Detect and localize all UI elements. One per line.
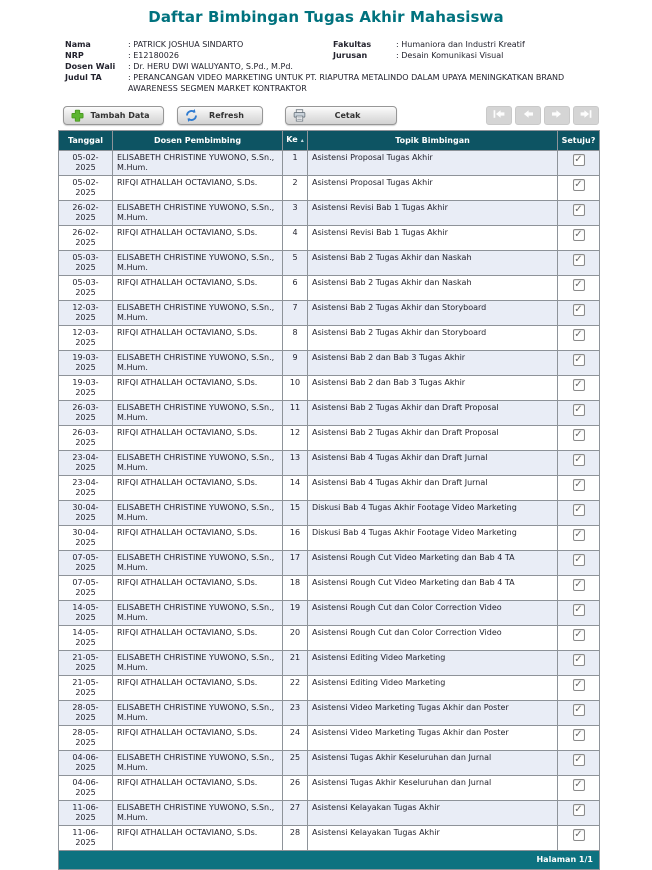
table-row <box>59 776 600 801</box>
column-header-label: Dosen Pembimbing <box>153 135 242 145</box>
check-icon: ✓ <box>574 828 583 840</box>
dosen-pembimbing-cell: RIFQI ATHALLAH OCTAVIANO, S.Ds. <box>113 476 283 501</box>
tanggal-cell: 11-06-2025 <box>59 826 113 851</box>
tanggal-cell: 11-06-2025 <box>59 801 113 826</box>
dosen-pembimbing-cell: RIFQI ATHALLAH OCTAVIANO, S.Ds. <box>113 526 283 551</box>
check-icon: ✓ <box>574 728 583 740</box>
setuju-cell <box>558 501 600 526</box>
ke-cell: 17 <box>283 551 308 576</box>
setuju-cell <box>558 751 600 776</box>
topik-bimbingan-cell: Asistensi Rough Cut Video Marketing dan Bab 4 TA <box>308 551 558 576</box>
column-header-label: Tanggal <box>67 135 104 145</box>
setuju-checkbox[interactable] <box>573 829 585 841</box>
check-icon: ✓ <box>574 278 583 290</box>
setuju-cell <box>558 626 600 651</box>
table-header-row <box>59 131 600 151</box>
check-icon: ✓ <box>574 453 583 465</box>
setuju-cell <box>558 826 600 851</box>
column-header-dosen-pembimbing[interactable] <box>113 131 283 151</box>
dosen-pembimbing-cell: RIFQI ATHALLAH OCTAVIANO, S.Ds. <box>113 826 283 851</box>
dosen-pembimbing-cell: RIFQI ATHALLAH OCTAVIANO, S.Ds. <box>113 376 283 401</box>
setuju-checkbox[interactable] <box>573 654 585 666</box>
check-icon: ✓ <box>574 378 583 390</box>
tanggal-cell: 14-05-2025 <box>59 626 113 651</box>
student-info <box>65 39 602 94</box>
tanggal-cell: 19-03-2025 <box>59 376 113 401</box>
pagination-status: Halaman 1/1 <box>59 851 600 870</box>
check-icon: ✓ <box>574 703 583 715</box>
dosen-pembimbing-cell: RIFQI ATHALLAH OCTAVIANO, S.Ds. <box>113 676 283 701</box>
setuju-cell <box>558 651 600 676</box>
ke-cell: 5 <box>283 251 308 276</box>
check-icon: ✓ <box>574 178 583 190</box>
topik-bimbingan-cell: Asistensi Rough Cut dan Color Correction Video <box>308 626 558 651</box>
topik-bimbingan-cell: Asistensi Kelayakan Tugas Akhir <box>308 801 558 826</box>
check-icon: ✓ <box>574 678 583 690</box>
tambah-data-button[interactable] <box>63 106 164 125</box>
ke-cell: 4 <box>283 226 308 251</box>
setuju-cell <box>558 526 600 551</box>
table-row <box>59 326 600 351</box>
pager-last-button[interactable] <box>573 106 599 125</box>
setuju-cell <box>558 801 600 826</box>
setuju-cell <box>558 701 600 726</box>
column-header-tanggal[interactable] <box>59 131 113 151</box>
check-icon: ✓ <box>574 803 583 815</box>
setuju-checkbox[interactable] <box>573 279 585 291</box>
dosen-pembimbing-cell: ELISABETH CHRISTINE YUWONO, S.Sn., M.Hum. <box>113 451 283 476</box>
table-header <box>59 131 600 151</box>
check-icon: ✓ <box>574 503 583 515</box>
table-row <box>59 151 600 176</box>
topik-bimbingan-cell: Asistensi Bab 2 Tugas Akhir dan Naskah <box>308 276 558 301</box>
setuju-cell <box>558 351 600 376</box>
topik-bimbingan-cell: Asistensi Bab 2 dan Bab 3 Tugas Akhir <box>308 376 558 401</box>
last-page-icon <box>579 108 593 123</box>
info-label-judul-ta: Judul TA <box>65 73 102 82</box>
setuju-checkbox[interactable] <box>573 604 585 616</box>
dosen-pembimbing-cell: ELISABETH CHRISTINE YUWONO, S.Sn., M.Hum. <box>113 251 283 276</box>
setuju-checkbox[interactable] <box>573 304 585 316</box>
check-icon: ✓ <box>574 253 583 265</box>
topik-bimbingan-cell: Asistensi Bab 2 Tugas Akhir dan Draft Proposal <box>308 426 558 451</box>
table-row <box>59 801 600 826</box>
tanggal-cell: 26-02-2025 <box>59 201 113 226</box>
refresh-label: Refresh <box>209 111 244 120</box>
ke-cell: 9 <box>283 351 308 376</box>
topik-bimbingan-cell: Diskusi Bab 4 Tugas Akhir Footage Video Marketing <box>308 526 558 551</box>
tanggal-cell: 05-03-2025 <box>59 276 113 301</box>
info-value-dosen-wali: : Dr. HERU DWI WALUYANTO, S.Pd., M.Pd. <box>128 61 602 72</box>
tanggal-cell: 05-02-2025 <box>59 151 113 176</box>
setuju-checkbox[interactable] <box>573 379 585 391</box>
setuju-cell <box>558 176 600 201</box>
table-row <box>59 701 600 726</box>
info-value-jurusan: : Desain Komunikasi Visual <box>396 50 602 61</box>
table-row <box>59 676 600 701</box>
toolbar <box>58 106 599 125</box>
topik-bimbingan-cell: Asistensi Video Marketing Tugas Akhir dan Poster <box>308 726 558 751</box>
tanggal-cell: 21-05-2025 <box>59 676 113 701</box>
ke-cell: 14 <box>283 476 308 501</box>
dosen-pembimbing-cell: RIFQI ATHALLAH OCTAVIANO, S.Ds. <box>113 726 283 751</box>
tanggal-cell: 26-02-2025 <box>59 226 113 251</box>
table-row <box>59 576 600 601</box>
check-icon: ✓ <box>574 553 583 565</box>
setuju-checkbox[interactable] <box>573 179 585 191</box>
setuju-checkbox[interactable] <box>573 229 585 241</box>
ke-cell: 12 <box>283 426 308 451</box>
pager-prev-button[interactable] <box>515 106 541 125</box>
topik-bimbingan-cell: Asistensi Bab 2 Tugas Akhir dan Draft Proposal <box>308 401 558 426</box>
ke-cell: 19 <box>283 601 308 626</box>
ke-cell: 23 <box>283 701 308 726</box>
ke-cell: 16 <box>283 526 308 551</box>
setuju-cell <box>558 551 600 576</box>
topik-bimbingan-cell: Diskusi Bab 4 Tugas Akhir Footage Video Marketing <box>308 501 558 526</box>
table-row <box>59 401 600 426</box>
table-row <box>59 826 600 851</box>
setuju-cell <box>558 576 600 601</box>
tanggal-cell: 05-03-2025 <box>59 251 113 276</box>
pager-next-button[interactable] <box>544 106 570 125</box>
pager-first-button[interactable] <box>486 106 512 125</box>
topik-bimbingan-cell: Asistensi Bab 2 Tugas Akhir dan Storyboard <box>308 301 558 326</box>
table-row <box>59 376 600 401</box>
ke-cell: 20 <box>283 626 308 651</box>
bimbingan-table <box>58 130 600 870</box>
tanggal-cell: 07-05-2025 <box>59 576 113 601</box>
setuju-checkbox[interactable] <box>573 204 585 216</box>
table-row <box>59 551 600 576</box>
dosen-pembimbing-cell: ELISABETH CHRISTINE YUWONO, S.Sn., M.Hum. <box>113 501 283 526</box>
setuju-checkbox[interactable] <box>573 429 585 441</box>
setuju-cell <box>558 226 600 251</box>
ke-cell: 24 <box>283 726 308 751</box>
column-header-label: Topik Bimbingan <box>395 135 470 145</box>
prev-page-icon <box>521 108 535 123</box>
check-icon: ✓ <box>574 403 583 415</box>
setuju-checkbox[interactable] <box>573 454 585 466</box>
setuju-checkbox[interactable] <box>573 254 585 266</box>
setuju-checkbox[interactable] <box>573 579 585 591</box>
tanggal-cell: 28-05-2025 <box>59 701 113 726</box>
plus-icon <box>71 109 84 122</box>
tanggal-cell: 04-06-2025 <box>59 776 113 801</box>
dosen-pembimbing-cell: ELISABETH CHRISTINE YUWONO, S.Sn., M.Hum. <box>113 601 283 626</box>
check-icon: ✓ <box>574 653 583 665</box>
column-header-label: Setuju? <box>561 135 596 145</box>
dosen-pembimbing-cell: ELISABETH CHRISTINE YUWONO, S.Sn., M.Hum. <box>113 801 283 826</box>
setuju-cell <box>558 426 600 451</box>
setuju-cell <box>558 726 600 751</box>
refresh-button[interactable] <box>177 106 263 125</box>
dosen-pembimbing-cell: ELISABETH CHRISTINE YUWONO, S.Sn., M.Hum. <box>113 551 283 576</box>
table-row <box>59 301 600 326</box>
setuju-cell <box>558 451 600 476</box>
printer-icon <box>293 109 306 122</box>
page-title: Daftar Bimbingan Tugas Akhir Mahasiswa <box>148 8 504 26</box>
tanggal-cell: 21-05-2025 <box>59 651 113 676</box>
tanggal-cell: 12-03-2025 <box>59 301 113 326</box>
ke-cell: 28 <box>283 826 308 851</box>
setuju-cell <box>558 201 600 226</box>
setuju-cell <box>558 601 600 626</box>
dosen-pembimbing-cell: ELISABETH CHRISTINE YUWONO, S.Sn., M.Hum. <box>113 301 283 326</box>
table-row <box>59 426 600 451</box>
topik-bimbingan-cell: Asistensi Proposal Tugas Akhir <box>308 151 558 176</box>
ke-cell: 1 <box>283 151 308 176</box>
dosen-pembimbing-cell: ELISABETH CHRISTINE YUWONO, S.Sn., M.Hum. <box>113 351 283 376</box>
ke-cell: 15 <box>283 501 308 526</box>
setuju-cell <box>558 326 600 351</box>
setuju-checkbox[interactable] <box>573 504 585 516</box>
first-page-icon <box>492 108 506 123</box>
column-header-topik-bimbingan[interactable] <box>308 131 558 151</box>
topik-bimbingan-cell: Asistensi Bab 2 dan Bab 3 Tugas Akhir <box>308 351 558 376</box>
next-page-icon <box>550 108 564 123</box>
tanggal-cell: 19-03-2025 <box>59 351 113 376</box>
setuju-checkbox[interactable] <box>573 679 585 691</box>
table-row <box>59 226 600 251</box>
tanggal-cell: 12-03-2025 <box>59 326 113 351</box>
cetak-label: Cetak <box>334 111 361 120</box>
setuju-checkbox[interactable] <box>573 704 585 716</box>
table-row <box>59 201 600 226</box>
topik-bimbingan-cell: Asistensi Proposal Tugas Akhir <box>308 176 558 201</box>
setuju-checkbox[interactable] <box>573 529 585 541</box>
info-value-judul-ta: : PERANCANGAN VIDEO MARKETING UNTUK PT. RIAPUTRA METALINDO DALAM UPAYA MENINGKATKAN BRAND AWARENESS SEGMEN MARKET KONTRAKTOR <box>128 72 602 94</box>
table-row <box>59 651 600 676</box>
check-icon: ✓ <box>574 353 583 365</box>
tanggal-cell: 30-04-2025 <box>59 501 113 526</box>
setuju-cell <box>558 676 600 701</box>
sort-asc-icon: ▴ <box>300 137 304 144</box>
ke-cell: 6 <box>283 276 308 301</box>
ke-cell: 18 <box>283 576 308 601</box>
topik-bimbingan-cell: Asistensi Video Marketing Tugas Akhir dan Poster <box>308 701 558 726</box>
setuju-checkbox[interactable] <box>573 554 585 566</box>
table-row <box>59 276 600 301</box>
topik-bimbingan-cell: Asistensi Revisi Bab 1 Tugas Akhir <box>308 226 558 251</box>
setuju-checkbox[interactable] <box>573 754 585 766</box>
dosen-pembimbing-cell: ELISABETH CHRISTINE YUWONO, S.Sn., M.Hum. <box>113 701 283 726</box>
ke-cell: 13 <box>283 451 308 476</box>
ke-cell: 11 <box>283 401 308 426</box>
check-icon: ✓ <box>574 203 583 215</box>
topik-bimbingan-cell: Asistensi Editing Video Marketing <box>308 676 558 701</box>
table-row <box>59 751 600 776</box>
ke-cell: 7 <box>283 301 308 326</box>
check-icon: ✓ <box>574 478 583 490</box>
check-icon: ✓ <box>574 603 583 615</box>
setuju-cell <box>558 376 600 401</box>
table-row <box>59 626 600 651</box>
check-icon: ✓ <box>574 628 583 640</box>
topik-bimbingan-cell: Asistensi Bab 2 Tugas Akhir dan Storyboard <box>308 326 558 351</box>
table-footer <box>59 851 600 870</box>
check-icon: ✓ <box>574 303 583 315</box>
topik-bimbingan-cell: Asistensi Editing Video Marketing <box>308 651 558 676</box>
info-label-nama: Nama <box>65 40 91 49</box>
table-row <box>59 726 600 751</box>
check-icon: ✓ <box>574 753 583 765</box>
tanggal-cell: 23-04-2025 <box>59 451 113 476</box>
topik-bimbingan-cell: Asistensi Bab 4 Tugas Akhir dan Draft Jurnal <box>308 476 558 501</box>
setuju-cell <box>558 776 600 801</box>
column-header-ke[interactable] <box>283 131 308 151</box>
ke-cell: 26 <box>283 776 308 801</box>
ke-cell: 8 <box>283 326 308 351</box>
check-icon: ✓ <box>574 778 583 790</box>
ke-cell: 22 <box>283 676 308 701</box>
topik-bimbingan-cell: Asistensi Rough Cut Video Marketing dan Bab 4 TA <box>308 576 558 601</box>
dosen-pembimbing-cell: RIFQI ATHALLAH OCTAVIANO, S.Ds. <box>113 326 283 351</box>
table-row <box>59 501 600 526</box>
column-header-label: Ke <box>286 135 298 144</box>
info-label-jurusan: Jurusan <box>333 51 368 60</box>
ke-cell: 25 <box>283 751 308 776</box>
ke-cell: 10 <box>283 376 308 401</box>
setuju-checkbox[interactable] <box>573 404 585 416</box>
refresh-icon <box>185 109 198 122</box>
tanggal-cell: 04-06-2025 <box>59 751 113 776</box>
info-value-fakultas: : Humaniora dan Industri Kreatif <box>396 39 602 50</box>
dosen-pembimbing-cell: RIFQI ATHALLAH OCTAVIANO, S.Ds. <box>113 776 283 801</box>
dosen-pembimbing-cell: ELISABETH CHRISTINE YUWONO, S.Sn., M.Hum. <box>113 201 283 226</box>
tanggal-cell: 30-04-2025 <box>59 526 113 551</box>
dosen-pembimbing-cell: ELISABETH CHRISTINE YUWONO, S.Sn., M.Hum. <box>113 151 283 176</box>
dosen-pembimbing-cell: ELISABETH CHRISTINE YUWONO, S.Sn., M.Hum. <box>113 751 283 776</box>
info-value-nrp: : E12180026 <box>128 50 333 61</box>
setuju-cell <box>558 476 600 501</box>
dosen-pembimbing-cell: RIFQI ATHALLAH OCTAVIANO, S.Ds. <box>113 276 283 301</box>
topik-bimbingan-cell: Asistensi Bab 2 Tugas Akhir dan Naskah <box>308 251 558 276</box>
check-icon: ✓ <box>574 578 583 590</box>
setuju-cell <box>558 401 600 426</box>
topik-bimbingan-cell: Asistensi Kelayakan Tugas Akhir <box>308 826 558 851</box>
check-icon: ✓ <box>574 528 583 540</box>
tambah-data-label: Tambah Data <box>90 111 150 120</box>
setuju-checkbox[interactable] <box>573 329 585 341</box>
setuju-cell <box>558 251 600 276</box>
dosen-pembimbing-cell: RIFQI ATHALLAH OCTAVIANO, S.Ds. <box>113 426 283 451</box>
setuju-checkbox[interactable] <box>573 779 585 791</box>
table-row <box>59 176 600 201</box>
tanggal-cell: 26-03-2025 <box>59 426 113 451</box>
dosen-pembimbing-cell: RIFQI ATHALLAH OCTAVIANO, S.Ds. <box>113 576 283 601</box>
info-label-fakultas: Fakultas <box>333 40 372 49</box>
setuju-checkbox[interactable] <box>573 354 585 366</box>
check-icon: ✓ <box>574 328 583 340</box>
tanggal-cell: 14-05-2025 <box>59 601 113 626</box>
column-header-setuju[interactable] <box>558 131 600 151</box>
table-row <box>59 351 600 376</box>
ke-cell: 2 <box>283 176 308 201</box>
ke-cell: 21 <box>283 651 308 676</box>
info-value-nama: : PATRICK JOSHUA SINDARTO <box>128 39 333 50</box>
setuju-checkbox[interactable] <box>573 479 585 491</box>
ke-cell: 3 <box>283 201 308 226</box>
setuju-checkbox[interactable] <box>573 154 585 166</box>
dosen-pembimbing-cell: ELISABETH CHRISTINE YUWONO, S.Sn., M.Hum. <box>113 401 283 426</box>
dosen-pembimbing-cell: RIFQI ATHALLAH OCTAVIANO, S.Ds. <box>113 226 283 251</box>
info-label-dosen-wali: Dosen Wali <box>65 62 116 71</box>
info-label-nrp: NRP <box>65 51 84 60</box>
topik-bimbingan-cell: Asistensi Tugas Akhir Keseluruhan dan Jurnal <box>308 776 558 801</box>
tanggal-cell: 07-05-2025 <box>59 551 113 576</box>
topik-bimbingan-cell: Asistensi Revisi Bab 1 Tugas Akhir <box>308 201 558 226</box>
tanggal-cell: 23-04-2025 <box>59 476 113 501</box>
table-row <box>59 476 600 501</box>
check-icon: ✓ <box>574 428 583 440</box>
tanggal-cell: 26-03-2025 <box>59 401 113 426</box>
dosen-pembimbing-cell: RIFQI ATHALLAH OCTAVIANO, S.Ds. <box>113 176 283 201</box>
table-row <box>59 251 600 276</box>
table-row <box>59 526 600 551</box>
setuju-cell <box>558 151 600 176</box>
pagination-row <box>59 851 600 870</box>
tanggal-cell: 05-02-2025 <box>59 176 113 201</box>
setuju-cell <box>558 276 600 301</box>
topik-bimbingan-cell: Asistensi Bab 4 Tugas Akhir dan Draft Jurnal <box>308 451 558 476</box>
dosen-pembimbing-cell: RIFQI ATHALLAH OCTAVIANO, S.Ds. <box>113 626 283 651</box>
tanggal-cell: 28-05-2025 <box>59 726 113 751</box>
check-icon: ✓ <box>574 153 583 165</box>
setuju-cell <box>558 301 600 326</box>
topik-bimbingan-cell: Asistensi Rough Cut dan Color Correction Video <box>308 601 558 626</box>
dosen-pembimbing-cell: ELISABETH CHRISTINE YUWONO, S.Sn., M.Hum. <box>113 651 283 676</box>
setuju-checkbox[interactable] <box>573 629 585 641</box>
setuju-checkbox[interactable] <box>573 804 585 816</box>
check-icon: ✓ <box>574 228 583 240</box>
table-row <box>59 451 600 476</box>
cetak-button[interactable] <box>285 106 397 125</box>
topik-bimbingan-cell: Asistensi Tugas Akhir Keseluruhan dan Jurnal <box>308 751 558 776</box>
table-row <box>59 601 600 626</box>
pager <box>486 106 599 125</box>
ke-cell: 27 <box>283 801 308 826</box>
bimbingan-table-body <box>59 151 600 851</box>
